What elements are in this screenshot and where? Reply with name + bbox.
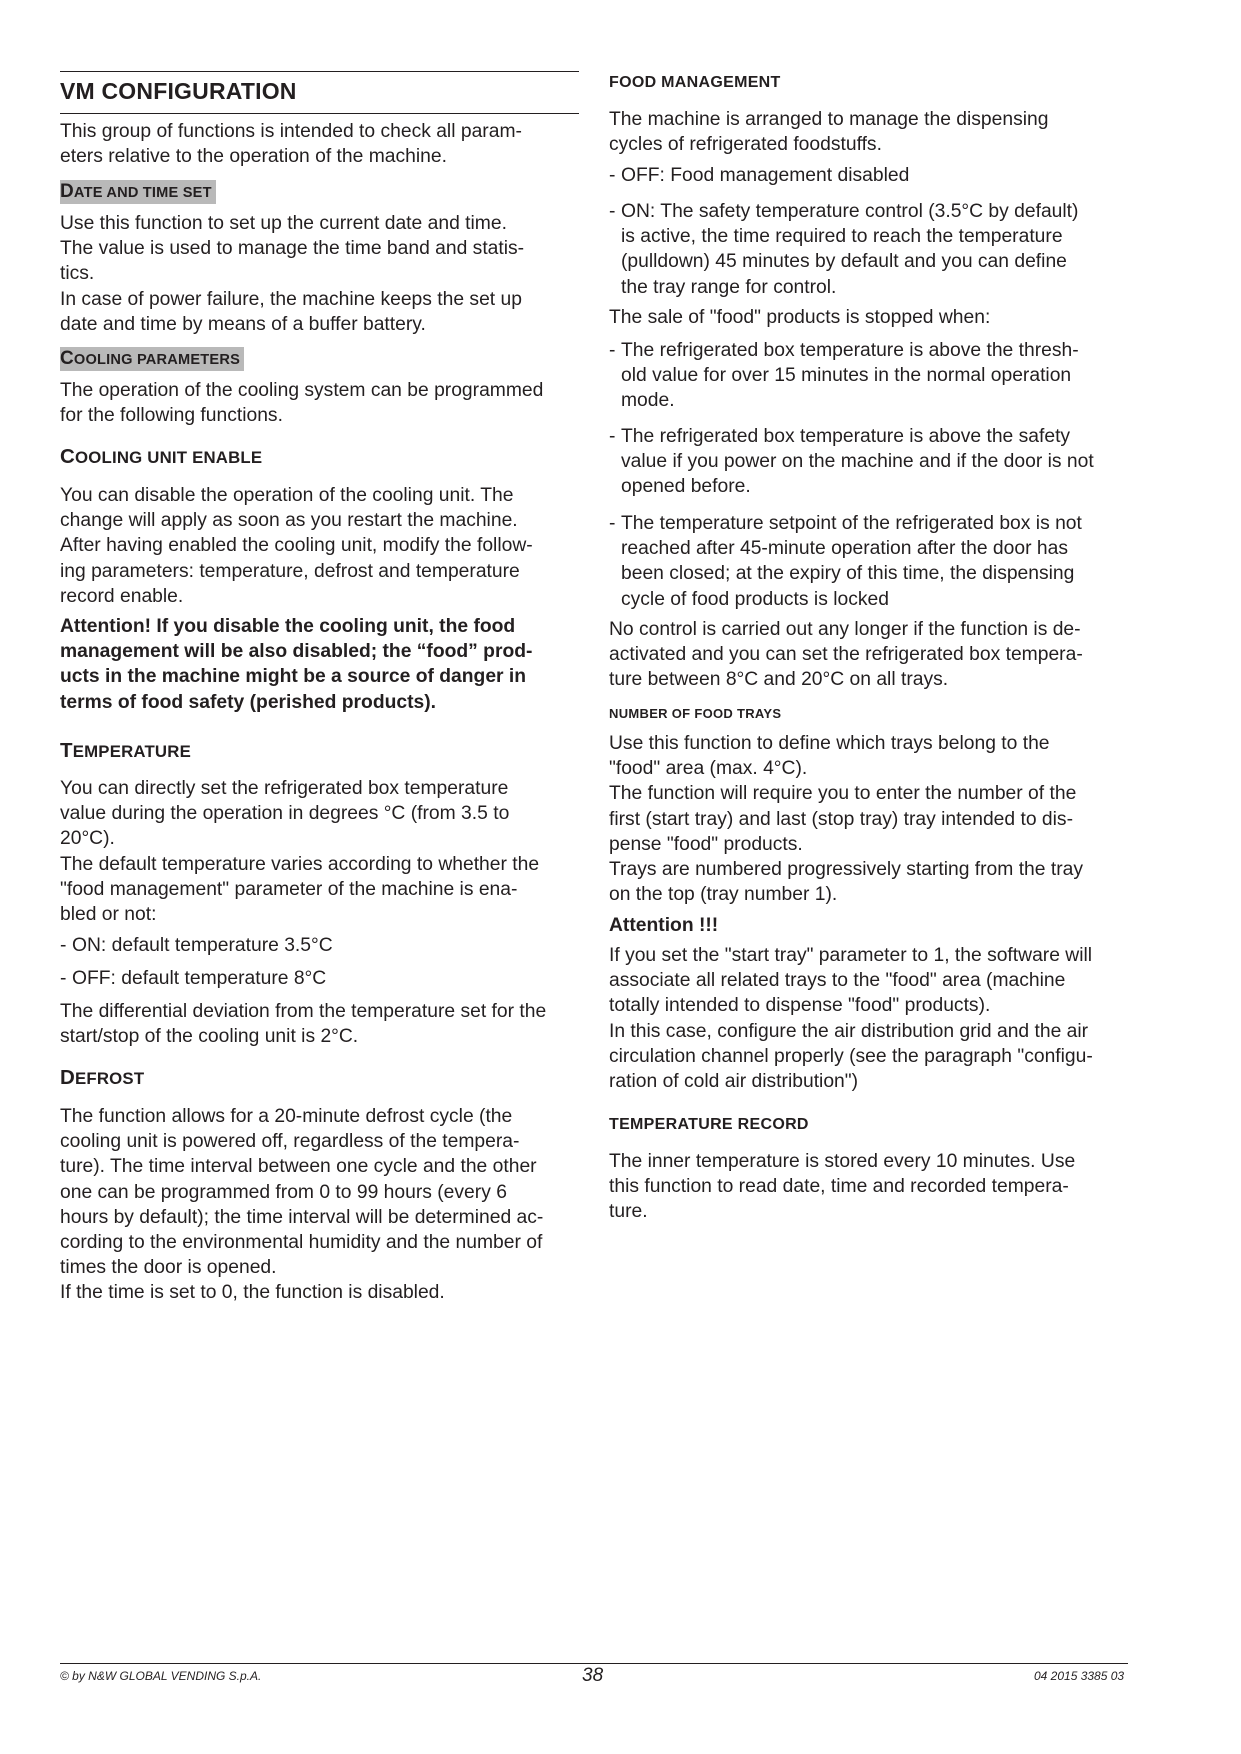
title-bottom-rule	[60, 113, 579, 114]
food-no-control: No control is carried out any longer if the function is de- activated and you can set the refrigerated box tempera- ture between 8°C and 20°C on all trays.	[609, 619, 1083, 691]
heading-temperature: TEMPERATURE	[60, 739, 191, 762]
heading-number-of-food-trays: NUMBER OF FOOD TRAYS	[609, 706, 782, 721]
temperature-item-on: - ON: default temperature 3.5°C	[60, 935, 333, 956]
title-top-rule	[60, 71, 579, 72]
cooling-enable-paragraph: You can disable the operation of the cooling unit. The change will apply as soon as you restart the machine. After having enabled the cooling unit, modify the follow- ing parameters: temperature, defrost and temperature record enable.	[60, 485, 533, 607]
heading-cooling-parameters: COOLING PARAMETERS	[60, 347, 244, 371]
temperature-item-off: - OFF: default temperature 8°C	[60, 968, 327, 989]
cooling-paragraph: The operation of the cooling system can be programmed for the following functions.	[60, 380, 544, 427]
trays-attention-paragraph: If you set the "start tray" parameter to 1, the software will associate all related trays to the "food" area (machine totally intended to dispense "food" products). In this case, configure the air distribution grid and the air circulation channel properly (see the paragraph "configu- ration of cold air distribution")	[609, 945, 1093, 1093]
intro-paragraph: This group of functions is intended to check all param- eters relative to the operation of the machine.	[60, 121, 522, 168]
footer-copyright: © by N&W GLOBAL VENDING S.p.A.	[60, 1669, 262, 1683]
food-item-off: - OFF: Food management disabled	[609, 165, 910, 186]
defrost-paragraph: The function allows for a 20-minute defrost cycle (the cooling unit is powered off, regardless of the tempera- ture). The time interval between one cycle and the other one can be programmed from 0 to 99 hours (every 6 hours by default); the time interval will be determined ac- cording to the environmental humidity and the number of times the door is opened. If the time is set to 0, the function is disabled.	[60, 1106, 544, 1304]
food-condition-2: - The refrigerated box temperature is above the safety value if you power on the machine and if the door is not opened before.	[609, 426, 1094, 498]
heading-temperature-record: TEMPERATURE RECORD	[609, 1116, 809, 1133]
temperature-differential: The differential deviation from the temperature set for the start/stop of the cooling unit is 2°C.	[60, 1001, 547, 1048]
trays-paragraph: Use this function to define which trays belong to the "food" area (max. 4°C). The function will require you to enter the number of the first (start tray) and last (stop tray) tray intended to dis- pense "food" products. Trays are numbered progressively starting from the tray on the top (tray number 1).	[609, 733, 1084, 906]
page-title: VM CONFIGURATION	[60, 78, 297, 104]
document-code: 04 2015 3385 03	[1034, 1669, 1125, 1683]
food-condition-1: - The refrigerated box temperature is above the thresh- old value for over 15 minutes in the normal operation mode.	[609, 340, 1079, 412]
food-item-on: - ON: The safety temperature control (3.5°C by default) is active, the time required to reach the temperature (pulldown) 45 minutes by default and you can define the tray range for control.	[609, 201, 1079, 298]
heading-date-time-set: DATE AND TIME SET	[60, 180, 216, 204]
heading-defrost: DEFROST	[60, 1066, 145, 1089]
temperature-record-paragraph: The inner temperature is stored every 10 minutes. Use this function to read date, time and recorded tempera- ture.	[609, 1151, 1076, 1223]
food-condition-3: - The temperature setpoint of the refrigerated box is not reached after 45-minute operation after the door has been closed; at the expiry of this time, the dispensing cycle of food products is locked	[609, 513, 1082, 610]
page-number: 38	[582, 1665, 604, 1686]
temperature-paragraph: You can directly set the refrigerated box temperature value during the operation in degrees °C (from 3.5 to 20°C). The default temperature varies according to whether the "food management" parameter of the machine is ena- bled or not:	[60, 778, 540, 926]
heading-food-management: FOOD MANAGEMENT	[609, 74, 781, 91]
heading-cooling-unit-enable: COOLING UNIT ENABLE	[60, 445, 263, 468]
cooling-enable-attention: Attention! If you disable the cooling unit, the food management will be also disabled; the “food” prod- ucts in the machine might be a source of danger in terms of food safety (perished products).	[60, 616, 533, 713]
food-stopped-when: The sale of "food" products is stopped when:	[609, 307, 991, 328]
food-management-paragraph: The machine is arranged to manage the dispensing cycles of refrigerated foodstuffs.	[609, 109, 1049, 156]
date-time-paragraph: Use this function to set up the current date and time. The value is used to manage the time band and statis- tics. In case of power failure, the machine keeps the set up date and time by means of a buffer battery.	[60, 213, 525, 335]
trays-attention-label: Attention !!!	[609, 915, 719, 936]
